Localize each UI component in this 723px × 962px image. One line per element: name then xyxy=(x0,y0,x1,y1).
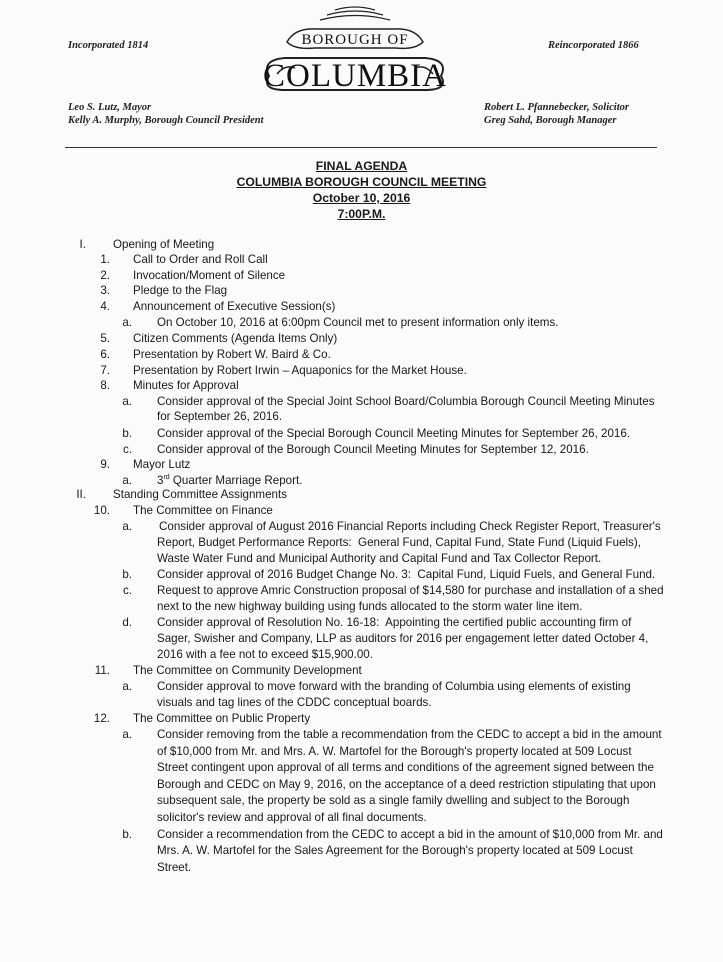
item-12b-line3: Street. xyxy=(157,861,192,874)
item-9a xyxy=(157,474,302,487)
item-8a-line2: for September 26, 2016. xyxy=(157,410,283,423)
reincorporated-text: Reincorporated 1866 xyxy=(548,40,639,51)
item-9a-number: 3 xyxy=(157,474,164,487)
item-10c-line1: Request to approve Amric Construction proposal of $14,580 for purchase and installation of a shed xyxy=(157,584,664,597)
item-11-label: 11. xyxy=(94,664,110,677)
item-10b-label: b. xyxy=(122,568,132,581)
item-7: Presentation by Robert Irwin – Aquaponics for the Market House. xyxy=(133,364,467,377)
item-9: Mayor Lutz xyxy=(133,458,191,471)
item-8b-label: b. xyxy=(122,427,132,440)
item-11: The Committee on Community Development xyxy=(133,664,362,677)
meeting-date: October 10, 2016 xyxy=(312,191,411,205)
meeting-title: COLUMBIA BOROUGH COUNCIL MEETING xyxy=(236,175,487,189)
left-officials xyxy=(68,101,264,127)
item-7-label: 7. xyxy=(100,364,110,377)
item-10d-line1: Consider approval of Resolution No. 16-18: Appointing the certified public accounting firm of xyxy=(157,616,632,629)
item-12a-line2: of $10,000 from Mr. and Mrs. A. W. Martofel for the Borough's property located at 509 Locust xyxy=(157,745,632,758)
item-12a-line6: solicitor's review and approval of all final documents. xyxy=(157,811,427,824)
item-9a-suffix: rd xyxy=(163,474,170,481)
item-12a-line4: Borough and CEDC on May 9, 2016, on the acceptance of a deed restriction stipulating that upon xyxy=(157,778,656,791)
section-2-title: Standing Committee Assignments xyxy=(113,488,287,501)
item-10d-line1-label: d. xyxy=(122,616,132,629)
item-12b-line1: Consider a recommendation from the CEDC to accept a bid in the amount of $10,000 from Mr. and xyxy=(157,828,663,841)
item-8a-line1: Consider approval of the Special Joint School Board/Columbia Borough Council Meeting Minutes xyxy=(157,395,655,408)
item-12b-line1-label: b. xyxy=(122,828,132,841)
mayor-name: Leo S. Lutz, Mayor xyxy=(68,102,152,113)
item-12: The Committee on Public Property xyxy=(133,712,311,725)
item-3-label: 3. xyxy=(100,284,110,297)
item-4a-label: a. xyxy=(122,316,132,329)
item-10c-line2: next to the new highway building using funds allocated to the storm water line item. xyxy=(157,600,583,613)
item-5-label: 5. xyxy=(100,332,110,345)
item-11a-line2: visuals and tag lines of the CDDC conceptual boards. xyxy=(157,696,432,709)
item-10d-line2: Sager, Swisher and Company, LLP as auditors for 2016 per engagement letter dated October 4, xyxy=(157,632,649,645)
item-9-label: 9. xyxy=(100,458,110,471)
agenda-title-block xyxy=(0,158,723,222)
item-10: The Committee on Finance xyxy=(133,504,273,517)
item-2: Invocation/Moment of Silence xyxy=(133,269,286,282)
item-10b: Consider approval of 2016 Budget Change No. 3: Capital Fund, Liquid Fuels, and General Fund. xyxy=(157,568,656,581)
agenda-title: FINAL AGENDA xyxy=(315,159,408,173)
item-11a-line1-label: a. xyxy=(122,680,132,693)
item-8b: Consider approval of the Special Borough Council Meeting Minutes for September 26, 2016. xyxy=(157,427,631,440)
item-2-label: 2. xyxy=(100,269,110,282)
section-2-title-label: II. xyxy=(76,488,86,501)
item-12a-line5: subsequent sale, the property be sold as a single family dwelling and subject to the Borough xyxy=(157,794,630,807)
item-11a-line1: Consider approval to move forward with the branding of Columbia using elements of existing xyxy=(157,680,631,693)
meeting-time: 7:00P.M. xyxy=(337,207,386,221)
item-12a-line1-label: a. xyxy=(122,728,132,741)
item-10a-line1-label: a. xyxy=(122,520,132,533)
item-4-label: 4. xyxy=(100,300,110,313)
item-6: Presentation by Robert W. Baird & Co. xyxy=(133,348,331,361)
item-9a-text: Quarter Marriage Report. xyxy=(169,474,303,487)
logo-top-text: BOROUGH OF xyxy=(301,32,409,48)
item-12a-line3: Street contingent upon approval of all terms and conditions of the agreement signed between the xyxy=(157,761,654,774)
item-1: Call to Order and Roll Call xyxy=(133,253,268,266)
incorporated-text: Incorporated 1814 xyxy=(68,40,149,51)
item-10c-line1-label: c. xyxy=(122,584,132,597)
logo-main-text: COLUMBIA xyxy=(262,58,448,94)
item-9a-label: a. xyxy=(122,474,132,487)
item-10a-line2: Report, Budget Performance Reports: General Fund, Capital Fund, State Fund (Liquid Fuels), xyxy=(157,536,641,549)
borough-logo xyxy=(255,2,455,94)
item-8c-label: c. xyxy=(122,443,132,456)
section-1-title: Opening of Meeting xyxy=(113,238,215,251)
header-divider xyxy=(65,147,657,148)
item-4: Announcement of Executive Session(s) xyxy=(133,300,336,313)
item-6-label: 6. xyxy=(100,348,110,361)
manager-name: Greg Sahd, Borough Manager xyxy=(484,115,617,126)
right-officials xyxy=(484,101,629,127)
item-12-label: 12. xyxy=(93,712,110,725)
item-10-label: 10. xyxy=(93,504,110,517)
item-10a-line3: Waste Water Fund and Municipal Authority and Capital Fund and Tax Collector Report. xyxy=(157,552,602,565)
section-1-title-label: I. xyxy=(79,238,86,251)
item-3: Pledge to the Flag xyxy=(133,284,228,297)
item-8: Minutes for Approval xyxy=(133,379,239,392)
item-10a-line1: Consider approval of August 2016 Financial Reports including Check Register Report, Treasurer's xyxy=(159,520,661,533)
item-12a-line1: Consider removing from the table a recommendation from the CEDC to accept a bid in the amount xyxy=(157,728,662,741)
item-10d-line3: 2016 with a fee not to exceed $15,900.00. xyxy=(157,648,373,661)
item-8a-line1-label: a. xyxy=(122,395,132,408)
council-president-name: Kelly A. Murphy, Borough Council President xyxy=(68,115,264,126)
item-8c: Consider approval of the Borough Council Meeting Minutes for September 12, 2016. xyxy=(157,443,589,456)
item-5: Citizen Comments (Agenda Items Only) xyxy=(133,332,338,345)
solicitor-name: Robert L. Pfannebecker, Solicitor xyxy=(484,102,629,113)
item-12b-line2: Mrs. A. W. Martofel for the Sales Agreement for the Borough's property located at 509 Locust xyxy=(157,844,633,857)
item-1-label: 1. xyxy=(100,253,110,266)
item-8-label: 8. xyxy=(100,379,110,392)
item-4a: On October 10, 2016 at 6:00pm Council met to present information only items. xyxy=(157,316,559,329)
